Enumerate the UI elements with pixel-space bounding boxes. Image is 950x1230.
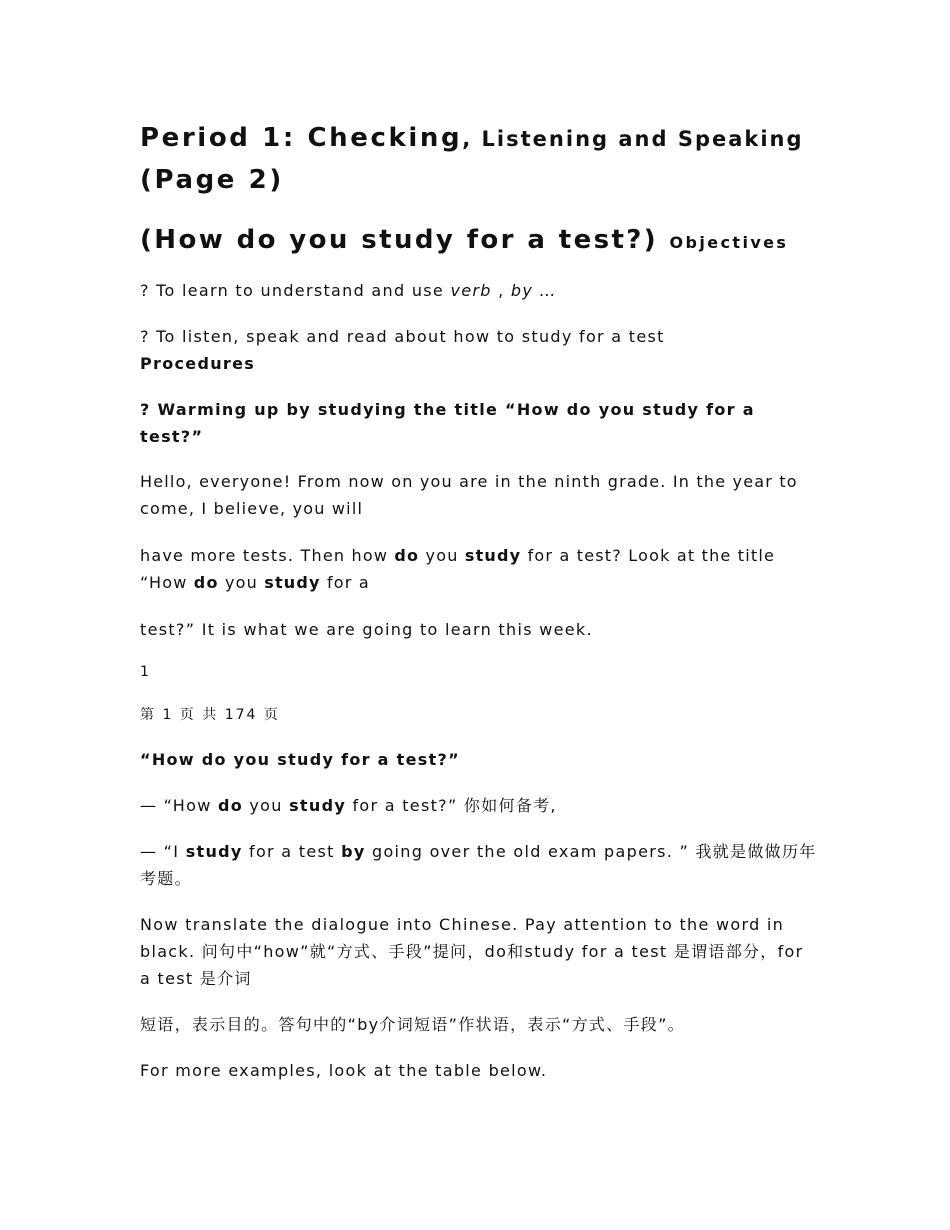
paragraph-3: test?” It is what we are going to learn this week. bbox=[140, 620, 593, 639]
p2-g: you bbox=[218, 573, 265, 592]
title-part-rest: , Listening and Speaking bbox=[462, 127, 804, 151]
lesson-question-heading bbox=[140, 220, 812, 263]
d2-a: — “I bbox=[140, 842, 186, 861]
quote-title: “How do you study for a test?” bbox=[140, 750, 460, 769]
page-number: 1 bbox=[140, 664, 151, 680]
objective-1-sep: , bbox=[491, 281, 511, 300]
p2-do: do bbox=[394, 546, 420, 565]
title-part-main: Period 1: Checking bbox=[140, 123, 463, 153]
objective-1-text: ? To learn to understand and use bbox=[140, 281, 451, 300]
p2-a: have more tests. Then how bbox=[140, 546, 395, 565]
objective-1-by: by … bbox=[510, 281, 557, 300]
d2-study: study bbox=[185, 842, 243, 861]
paragraph-2 bbox=[140, 542, 820, 596]
objective-2 bbox=[140, 323, 820, 377]
phrase-paragraph: 短语，表示目的。答句中的“by介词短语”作状语，表示“方式、手段”。 bbox=[140, 1015, 685, 1034]
objective-2-text: ? To listen, speak and read about how to study for a test bbox=[140, 327, 665, 346]
page-title bbox=[140, 118, 812, 201]
d1-do: do bbox=[217, 796, 244, 815]
objective-1-verb: verb bbox=[450, 281, 492, 300]
translate-paragraph: Now translate the dialogue into Chinese. Pay attention to the word in black. 问句中“how”就“方式、手段”提问，do和study for a test 是谓语部分，for a test 是介词 bbox=[140, 915, 804, 988]
p2-study-2: study bbox=[264, 573, 321, 592]
objective-1 bbox=[140, 277, 820, 304]
dialog-line-2 bbox=[140, 838, 820, 892]
paragraph-1: Hello, everyone! From now on you are in the ninth grade. In the year to come, I believe, you will bbox=[140, 472, 798, 518]
page-footer: 第 1 页 共 174 页 bbox=[140, 707, 280, 723]
p2-do-2: do bbox=[193, 573, 219, 592]
objectives-heading: Objectives bbox=[669, 233, 789, 252]
d1-c: you bbox=[243, 796, 290, 815]
d1-e: for a test?” 你如何备考, bbox=[346, 796, 557, 815]
d1-study: study bbox=[289, 796, 347, 815]
warmup-bullet: ? bbox=[140, 400, 158, 419]
d2-by: by bbox=[341, 842, 366, 861]
title-line-2: (Page 2) bbox=[140, 165, 284, 195]
more-examples: For more examples, look at the table below. bbox=[140, 1061, 548, 1080]
p2-e: for a test? Look at the title “How bbox=[140, 546, 776, 592]
lesson-question: (How do you study for a test?) bbox=[140, 225, 659, 255]
procedures-heading: Procedures bbox=[140, 354, 256, 373]
warmup-text: Warming up by studying the title “How do you study for a test?” bbox=[140, 400, 755, 446]
p2-i: for a bbox=[320, 573, 370, 592]
dialog-line-1 bbox=[140, 792, 820, 819]
d2-c: for a test bbox=[242, 842, 342, 861]
p2-study: study bbox=[464, 546, 522, 565]
d1-a: — “How bbox=[140, 796, 218, 815]
d2-e: going over the old exam papers. ” 我就是做做历年考题。 bbox=[140, 842, 817, 888]
warmup-step bbox=[140, 396, 820, 450]
p2-c: you bbox=[419, 546, 465, 565]
